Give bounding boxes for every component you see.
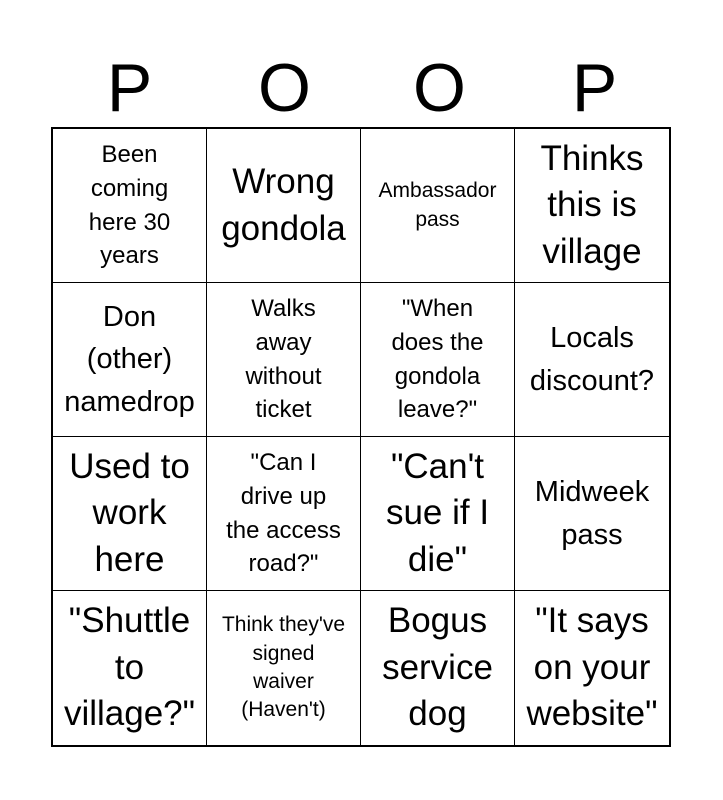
bingo-cell[interactable]: "Shuttle to village?" [53, 591, 207, 745]
bingo-cell[interactable]: Walks away without ticket [207, 283, 361, 437]
bingo-cell[interactable]: Think they've signed waiver (Haven't) [207, 591, 361, 745]
bingo-cell[interactable]: Used to work here [53, 437, 207, 591]
bingo-cell[interactable]: Been coming here 30 years [53, 129, 207, 283]
bingo-cell[interactable]: Thinks this is village [515, 129, 669, 283]
bingo-board [51, 127, 671, 747]
bingo-cell[interactable]: Locals discount? [515, 283, 669, 437]
bingo-cell[interactable]: Don (other) namedrop [53, 283, 207, 437]
bingo-cell[interactable]: Wrong gondola [207, 129, 361, 283]
header-letter: P [571, 50, 618, 126]
bingo-cell[interactable]: "Can't sue if I die" [361, 437, 515, 591]
bingo-cell[interactable]: "Can I drive up the access road?" [207, 437, 361, 591]
header-letter: P [106, 50, 153, 126]
bingo-cell[interactable]: Midweek pass [515, 437, 669, 591]
bingo-cell[interactable]: Ambassador pass [361, 129, 515, 283]
header-letter: O [258, 50, 311, 126]
bingo-cell[interactable]: "When does the gondola leave?" [361, 283, 515, 437]
bingo-header [52, 50, 672, 126]
bingo-cell[interactable]: Bogus service dog [361, 591, 515, 745]
bingo-cell[interactable]: "It says on your website" [526, 601, 658, 734]
header-letter: O [413, 50, 466, 126]
